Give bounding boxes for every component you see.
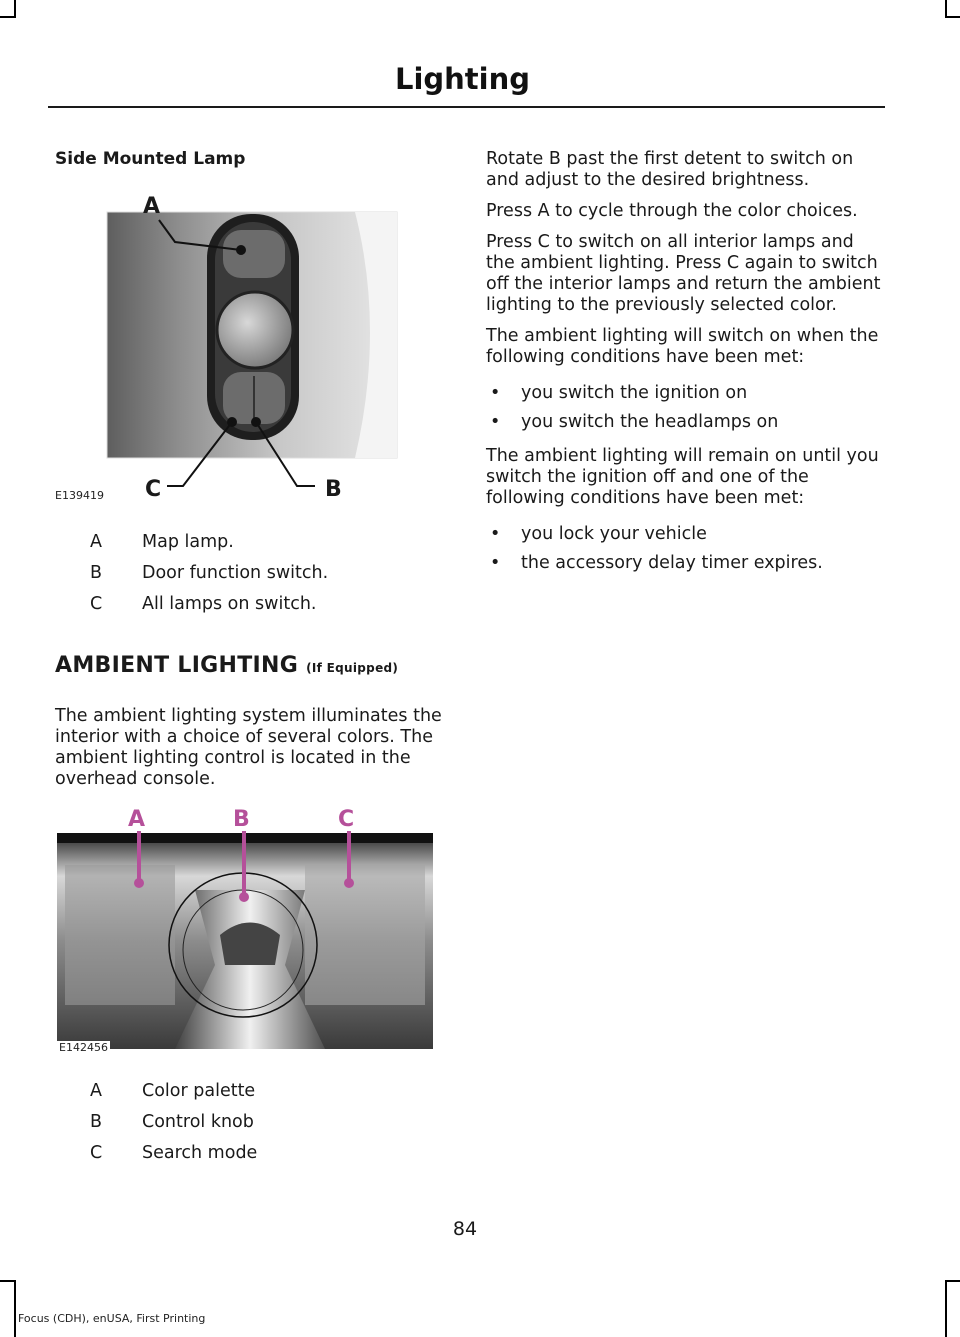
legend-text: Search mode	[142, 1142, 258, 1163]
paragraph: Rotate B past the first detent to switch on and adjust to the desired brightness.	[486, 149, 854, 190]
list-item	[486, 378, 881, 407]
legend-key: C	[90, 1142, 103, 1163]
list-item-text: you switch the ignition on	[521, 382, 748, 403]
overhead-console-figure	[55, 805, 435, 1055]
legend-text: Color palette	[142, 1080, 256, 1101]
edition-footer: Focus (CDH), enUSA, First Printing	[18, 1312, 206, 1325]
legend-key: C	[90, 593, 103, 614]
callout-a: A	[128, 807, 146, 832]
figure-code: E142456	[59, 1041, 108, 1054]
side-lamp-legend	[55, 526, 435, 619]
bullet-list	[486, 378, 881, 436]
callout-b: B	[325, 477, 342, 502]
header-divider	[48, 106, 885, 108]
list-item	[486, 519, 881, 548]
crop-mark	[945, 16, 960, 18]
callout-c: C	[338, 807, 355, 832]
bullet-mark: •	[490, 552, 501, 573]
legend-row	[55, 557, 435, 588]
legend-row	[55, 526, 435, 557]
callout-c: C	[145, 477, 162, 502]
side-lamp-figure	[55, 190, 435, 510]
paragraph: The ambient lighting will remain on until you switch the ignition off and one of the following conditions have been met:	[486, 446, 879, 508]
list-item	[486, 407, 881, 436]
page-number: 84	[452, 1218, 478, 1240]
figure-code: E139419	[55, 489, 104, 502]
legend-row	[55, 588, 435, 619]
legend-text: Door function switch.	[142, 562, 329, 583]
legend-key: A	[90, 531, 102, 552]
ambient-intro: The ambient lighting system illuminates the interior with a choice of several colors. The ambient lighting control is located in the overhead console.	[55, 706, 442, 789]
bullet-list	[486, 519, 881, 577]
paragraph: Press A to cycle through the color choices.	[486, 201, 858, 221]
side-lamp-illustration	[55, 190, 435, 510]
legend-row	[55, 1106, 435, 1137]
list-item-text: you lock your vehicle	[521, 523, 707, 544]
bullet-mark: •	[490, 411, 501, 432]
legend-text: Control knob	[142, 1111, 254, 1132]
callout-b: B	[233, 807, 250, 832]
ambient-legend	[55, 1075, 435, 1168]
legend-row	[55, 1137, 435, 1168]
legend-key: A	[90, 1080, 102, 1101]
ambient-lighting-heading	[55, 653, 455, 678]
crop-mark	[14, 1280, 16, 1337]
ambient-heading-note: (If Equipped)	[306, 661, 399, 675]
paragraph: Press C to switch on all interior lamps and the ambient lighting. Press C again to switch off the interior lamps and return the ambient lighting to the previously selected color.	[486, 232, 881, 315]
list-item	[486, 548, 881, 577]
overhead-console-illustration	[55, 805, 435, 1055]
bullet-mark: •	[490, 523, 501, 544]
bullet-mark: •	[490, 382, 501, 403]
callout-a: A	[143, 194, 161, 219]
legend-text: Map lamp.	[142, 531, 234, 552]
legend-key: B	[90, 1111, 103, 1132]
crop-mark	[0, 1280, 16, 1282]
paragraph: The ambient lighting will switch on when the following conditions have been met:	[486, 326, 879, 367]
crop-mark	[945, 1280, 960, 1282]
list-item-text: you switch the headlamps on	[521, 411, 779, 432]
crop-mark	[0, 16, 16, 18]
list-item-text: the accessory delay timer expires.	[521, 552, 823, 573]
ambient-heading-text: AMBIENT LIGHTING	[55, 653, 299, 678]
page-title: Lighting	[394, 62, 530, 96]
right-column	[486, 149, 881, 587]
legend-key: B	[90, 562, 103, 583]
legend-text: All lamps on switch.	[142, 593, 317, 614]
crop-mark	[945, 1280, 947, 1337]
legend-row	[55, 1075, 435, 1106]
side-lamp-heading: Side Mounted Lamp	[55, 149, 246, 169]
